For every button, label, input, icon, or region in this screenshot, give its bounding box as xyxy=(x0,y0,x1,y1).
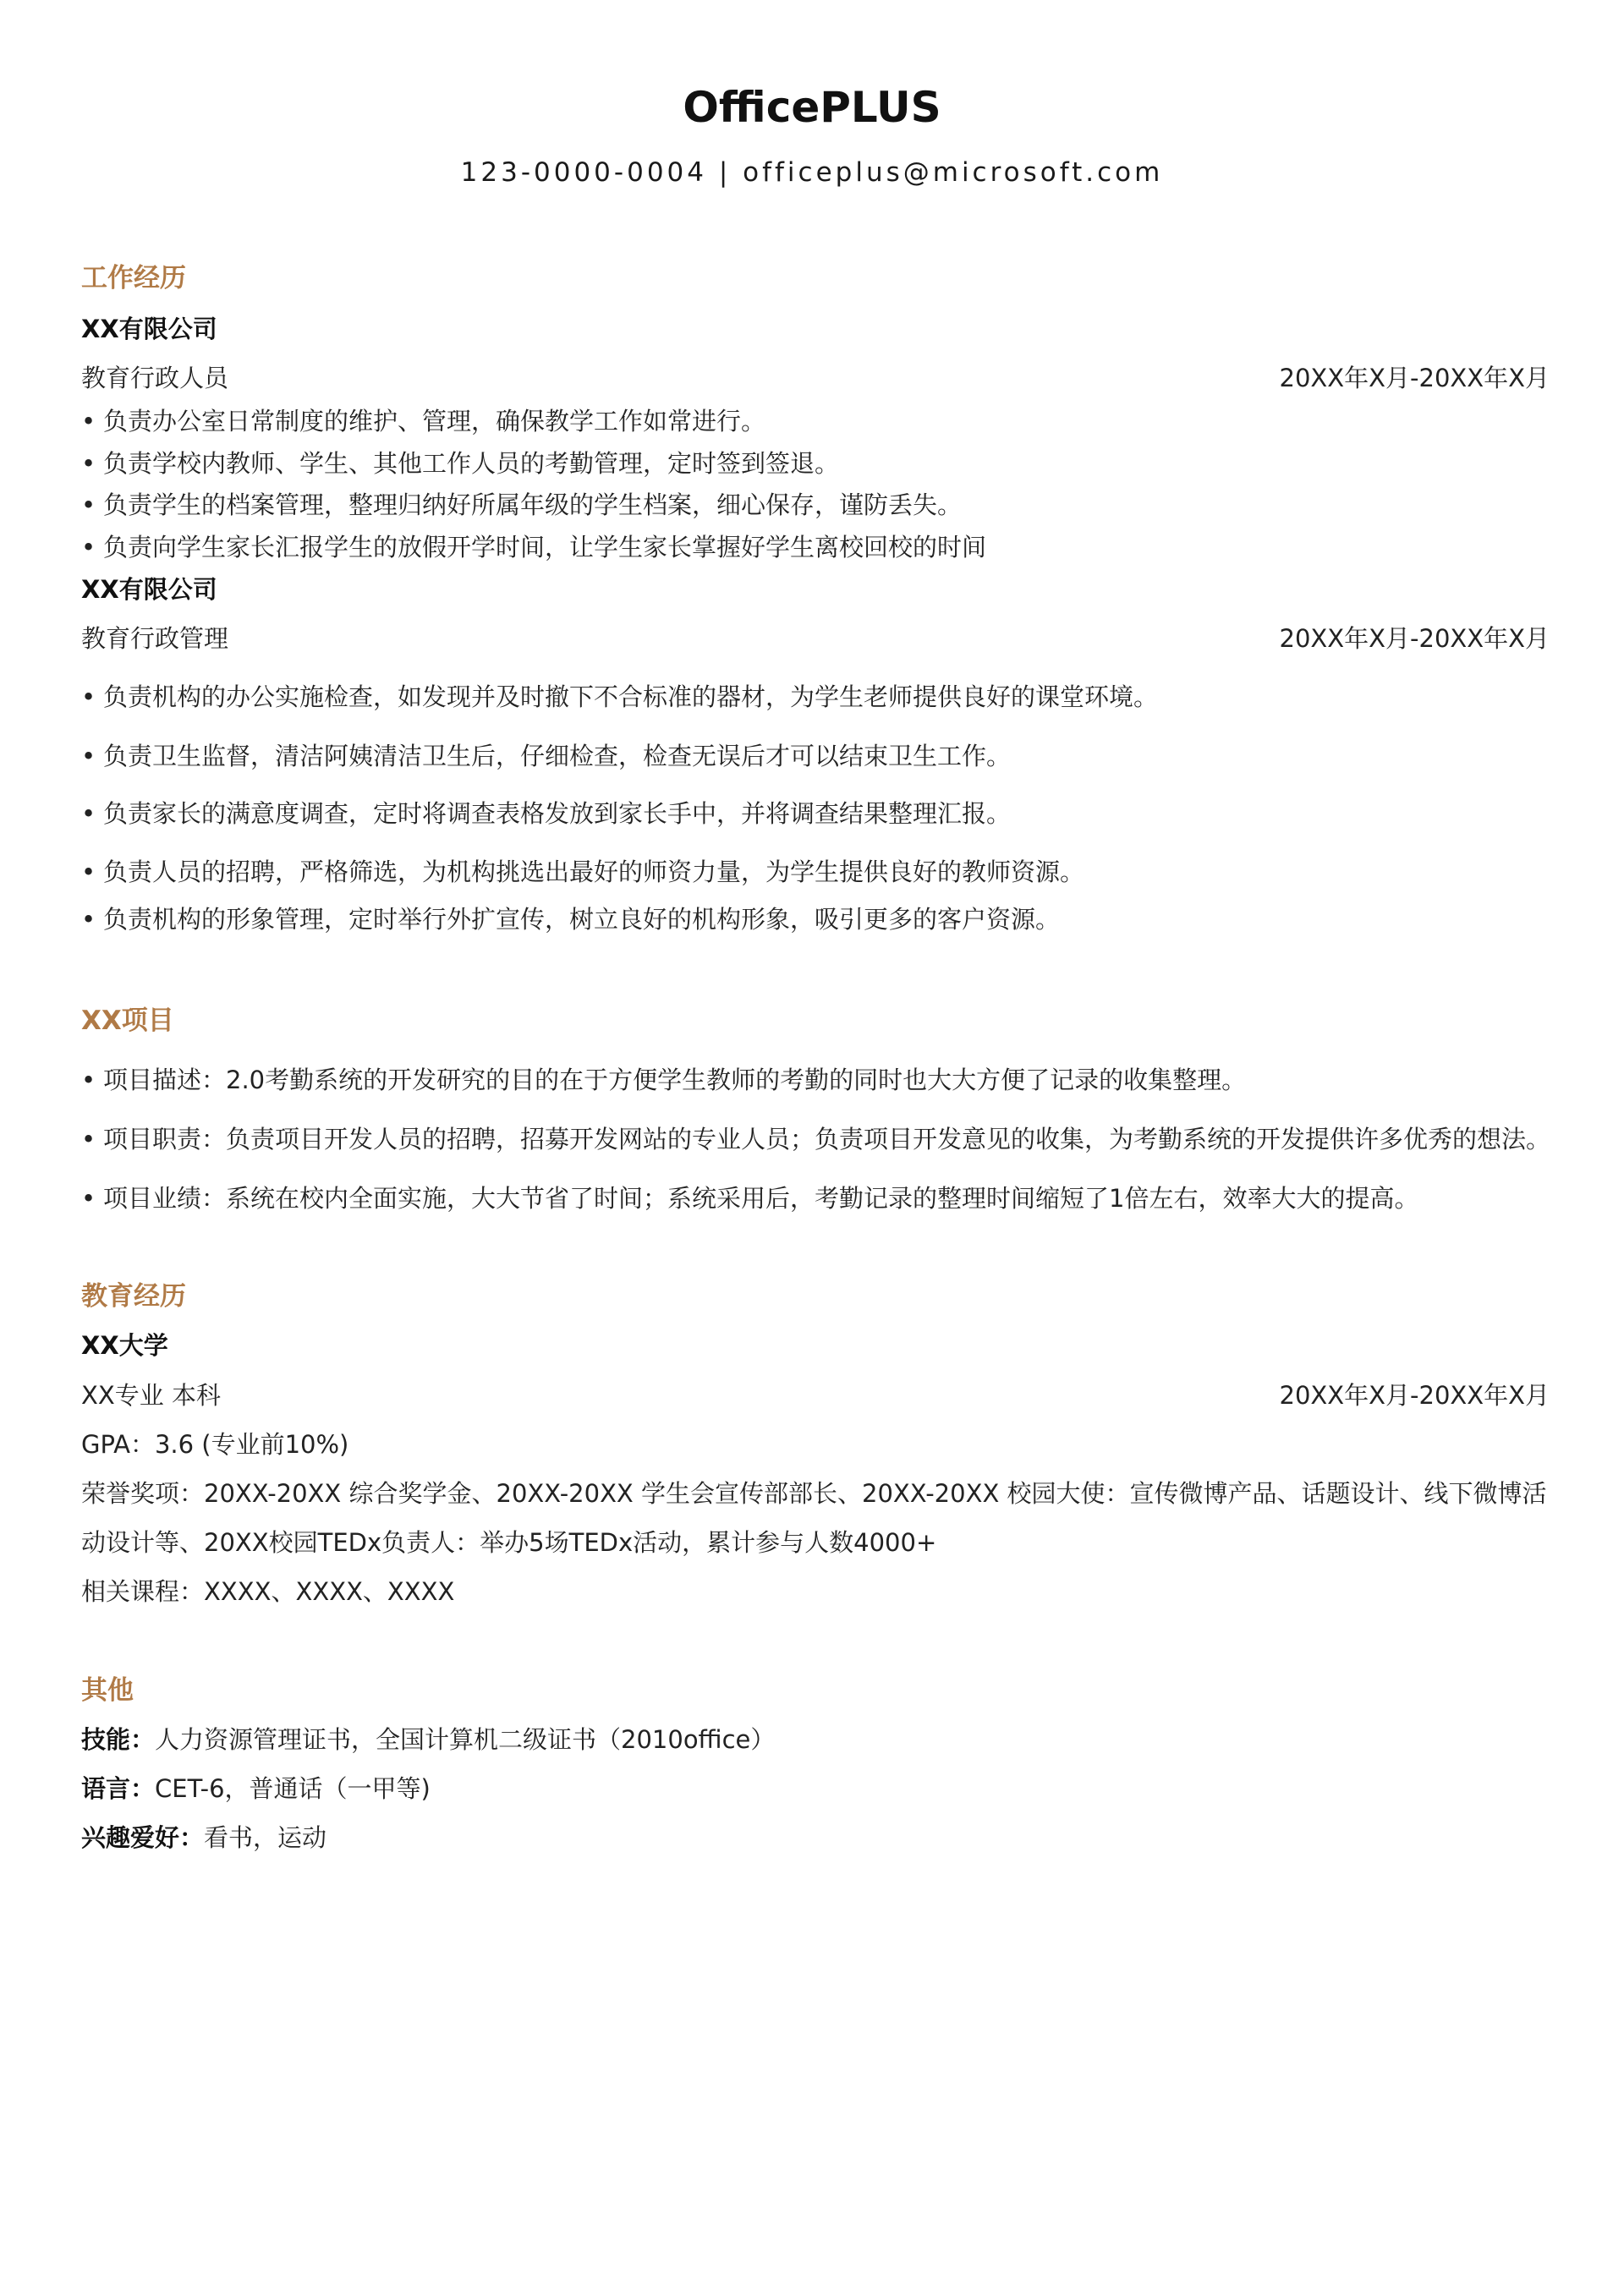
job1-bullet-2: • 负责学校内教师、学生、其他工作人员的考勤管理，定时签到签退。 xyxy=(81,445,839,482)
job2-bullet-5: • 负责机构的形象管理，定时举行外扩宣传，树立良好的机构形象，吸引更多的客户资源。 xyxy=(81,901,1060,938)
job2-bullet-3: • 负责家长的满意度调查，定时将调查表格发放到家长手中，并将调查结果整理汇报。 xyxy=(81,795,1011,832)
school-name: XX大学 xyxy=(81,1331,168,1360)
bullet-icon: • xyxy=(81,1125,96,1153)
bullet-icon: • xyxy=(81,1184,96,1213)
job2-bullet-2: • 负责卫生监督，清洁阿姨清洁卫生后，仔细检查，检查无误后才可以结束卫生工作。 xyxy=(81,737,1011,775)
project-bullet-1: • 项目描述：2.0考勤系统的开发研究的目的在于方便学生教师的考勤的同时也大大方便了记录的收集整理。 xyxy=(81,1061,1246,1099)
job-role-2: 教育行政管理 xyxy=(81,624,229,653)
hobby-line xyxy=(81,1819,326,1856)
bullet-icon: • xyxy=(81,858,96,886)
section-title-project: XX项目 xyxy=(81,1006,174,1036)
section-title-work: 工作经历 xyxy=(81,263,186,293)
hobby-label: 兴趣爱好： xyxy=(81,1823,205,1852)
company-name-2: XX有限公司 xyxy=(81,575,217,604)
language-label: 语言： xyxy=(81,1774,156,1803)
education-period: 20XX年X月-20XX年X月 xyxy=(1279,1381,1550,1410)
project-bullet-2: • 项目职责：负责项目开发人员的招聘，招募开发网站的专业人员；负责项目开发意见的收集，为考勤系统的开发提供许多优秀的想法。 xyxy=(81,1121,1550,1158)
bullet-icon: • xyxy=(81,490,96,519)
hobby-value: 看书，运动 xyxy=(204,1823,327,1852)
job2-bullet-1: • 负责机构的办公实施检查，如发现并及时撤下不合标准的器材，为学生老师提供良好的课堂环境。 xyxy=(81,678,1158,715)
skills-label: 技能： xyxy=(81,1725,156,1754)
section-title-education: 教育经历 xyxy=(81,1281,186,1312)
bullet-icon: • xyxy=(81,407,96,436)
job2-bullet-4: • 负责人员的招聘，严格筛选，为机构挑选出最好的师资力量，为学生提供良好的教师资源。 xyxy=(81,853,1084,890)
job1-bullet-1: • 负责办公室日常制度的维护、管理，确保教学工作如常进行。 xyxy=(81,403,765,440)
language-value: CET-6，普通话（一甲等) xyxy=(155,1774,431,1803)
job-role-1: 教育行政人员 xyxy=(81,364,229,392)
job-period-2: 20XX年X月-20XX年X月 xyxy=(1279,624,1550,653)
related-courses: 相关课程：XXXX、XXXX、XXXX xyxy=(81,1577,455,1606)
job-period-1: 20XX年X月-20XX年X月 xyxy=(1279,364,1550,392)
bullet-icon: • xyxy=(81,1066,96,1094)
project-bullet-3: • 项目业绩：系统在校内全面实施，大大节省了时间；系统采用后，考勤记录的整理时间缩短了1倍左右，效率大大的提高。 xyxy=(81,1180,1418,1217)
job1-bullet-4: • 负责向学生家长汇报学生的放假开学时间，让学生家长掌握好学生离校回校的时间 xyxy=(81,529,986,566)
company-name-1: XX有限公司 xyxy=(81,315,217,343)
bullet-icon: • xyxy=(81,449,96,478)
honors-line-2: 动设计等、20XX校园TEDx负责人：举办5场TEDx活动，累计参与人数4000+ xyxy=(81,1528,937,1557)
honors-line-1: 荣誉奖项：20XX-20XX 综合奖学金、20XX-20XX 学生会宣传部部长、20XX-20XX 校园大使：宣传微博产品、话题设计、线下微博活 xyxy=(81,1479,1547,1508)
candidate-name: OfficePLUS xyxy=(683,83,941,132)
skills-value: 人力资源管理证书，全国计算机二级证书（2010office） xyxy=(155,1725,776,1754)
contact-info: 123-0000-0004 | officeplus@microsoft.com xyxy=(460,157,1164,188)
bullet-icon: • xyxy=(81,682,96,711)
job1-bullet-3: • 负责学生的档案管理，整理归纳好所属年级的学生档案，细心保存，谨防丢失。 xyxy=(81,486,962,523)
skills-line xyxy=(81,1721,775,1758)
bullet-icon: • xyxy=(81,533,96,562)
bullet-icon: • xyxy=(81,905,96,934)
major-degree: XX专业 本科 xyxy=(81,1381,221,1410)
bullet-icon: • xyxy=(81,742,96,770)
section-title-other: 其他 xyxy=(81,1675,134,1706)
bullet-icon: • xyxy=(81,799,96,828)
language-line xyxy=(81,1770,431,1807)
gpa: GPA：3.6 (专业前10%) xyxy=(81,1430,349,1459)
